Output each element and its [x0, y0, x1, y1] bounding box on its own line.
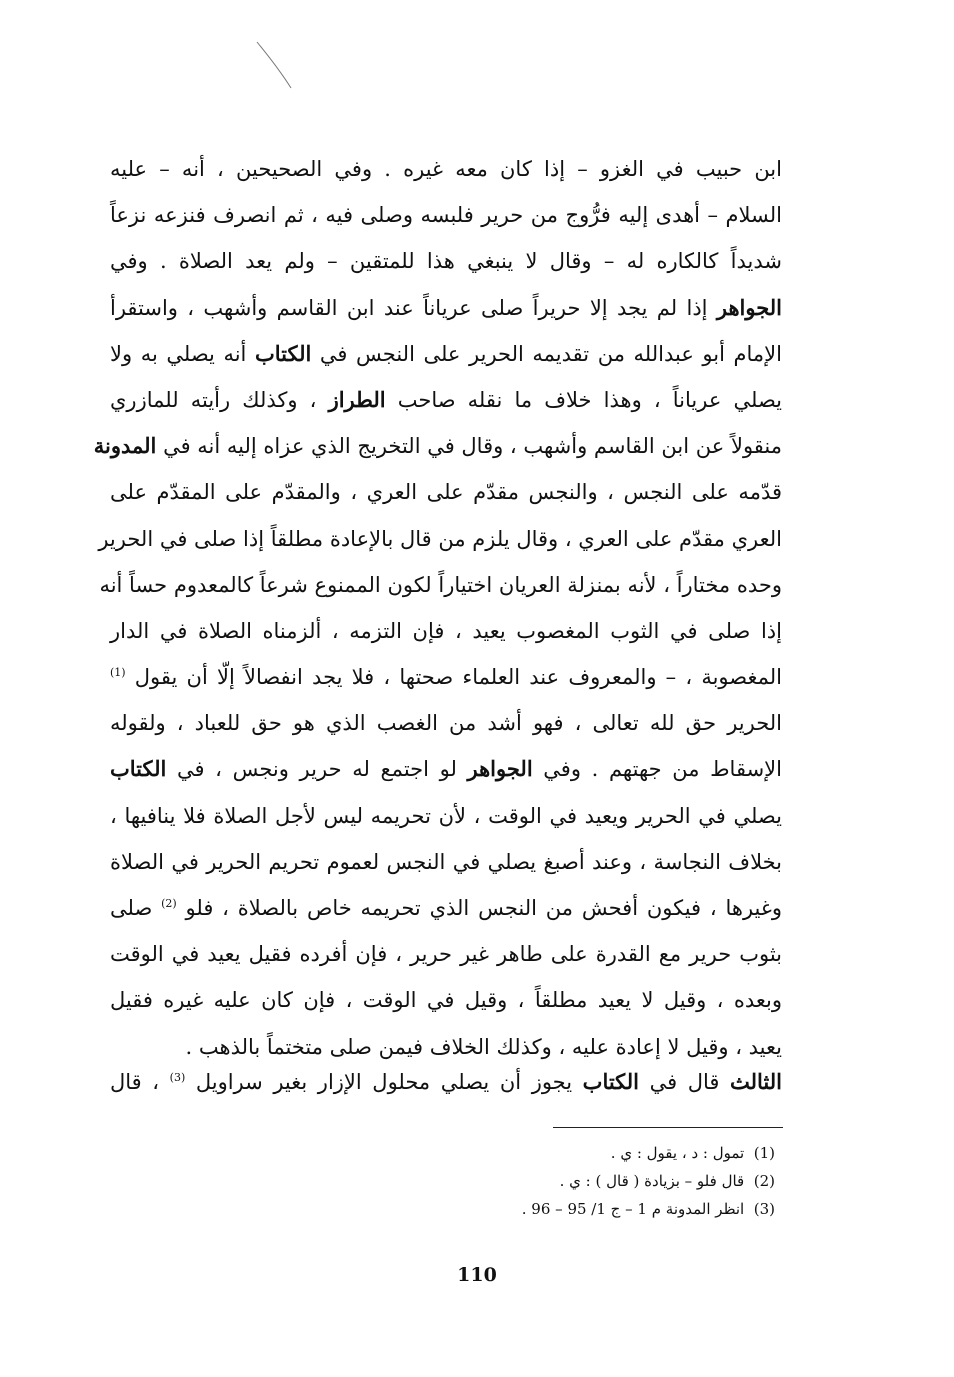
footnote-ref: (2) — [161, 897, 177, 910]
line-text: يصلي في الحرير ويعيد في الوقت ، لأن تحريمه ليس لأجل الصلاة فلا ينافيها ، — [110, 803, 782, 828]
footnote-item — [380, 1167, 775, 1195]
line-text-pre: منقولاً عن ابن القاسم وأشهب ، وقال في التخريج الذي عزاه إليه أنه في — [156, 434, 782, 459]
footnote-separator — [553, 1127, 783, 1128]
footnote-item — [380, 1195, 775, 1223]
text-line — [110, 146, 782, 192]
line-text: شديداً كالكاره له – وقال لا ينبغي هذا للمتقين – ولم يعد الصلاة . وفي — [110, 249, 782, 274]
line-text: بثوب حرير مع القدرة على طاهر غير حرير ، فإن أفرده فقيل يعيد في الوقت — [110, 942, 782, 967]
text-line — [110, 238, 782, 284]
line-text: ابن حبيب في الغزو – إذا كان معه غيره . وفي الصحيحين ، أنه – عليه — [110, 157, 782, 181]
line-text-post: صلى — [110, 896, 162, 920]
text-line — [110, 469, 782, 515]
bold-term: الكتاب — [110, 756, 167, 782]
line-text: الحرير حق لله تعالى ، فهو أشد من الغصب الذي هو حق للعباد ، ولقوله — [110, 711, 782, 736]
section-text-post: ، قال — [110, 1070, 170, 1094]
text-line — [110, 192, 782, 238]
line-text: وبعده ، وقيل لا يعيد مطلقاً ، وقيل في الوقت ، فإن كان عليه غيره فقيل — [110, 988, 782, 1013]
footnotes-list — [380, 1139, 775, 1223]
section-book-term: الكتاب — [582, 1069, 640, 1094]
footnote-number: (1) — [753, 1144, 775, 1162]
line-text: ، وكذلك رأيته للمازري — [110, 387, 329, 412]
line-text: وحده مختاراً ، لأنه بمنزلة العريان اختياراً لكون الممنوع شرعاً كالمعدوم حساً أنه — [99, 572, 782, 597]
line-text: المغصوبة ، – والمعروف عند العلماء صحتها ، فلا يجد انفصالاً إلّا أن يقول — [134, 665, 782, 690]
text-line — [110, 331, 782, 377]
footnote-text: انظر المدونة م 1 – ج 1/ 95 – 96 . — [521, 1200, 745, 1218]
text-line — [110, 885, 782, 931]
text-line — [110, 931, 782, 977]
line-text: وغيرها ، فيكون أفحش من النجس الذي تحريمه خاص بالصلاة ، فلو — [185, 896, 782, 920]
line-text: بخلاف النجاسة ، وعند أصبغ يصلي في النجس لعموم تحريم الحرير في الصلاة — [110, 849, 782, 874]
line-text: يعيد ، وقيل لا إعادة عليه ، وكذلك الخلاف فيمن صلى متختماً بالذهب . — [185, 1034, 782, 1059]
line-text-pre: الإسقاط من جهتهم . وفي — [532, 757, 782, 782]
footnote-number: (2) — [753, 1172, 775, 1190]
line-text: السلام – أهدى إليه فرُّوج من حرير فلبسه وصلى فيه ، ثم انصرف فنزعه نزعاً — [110, 203, 782, 228]
page-number: 110 — [457, 1264, 497, 1286]
bold-term: الطراز — [328, 386, 386, 412]
line-text: إذا لم يجد إلا حريراً صلى عرياناً عند ابن القاسم وأشهب ، واستقرأ — [110, 295, 717, 320]
section-text: يجوز أن يصلي محلول الإزار بغير سراويل — [195, 1070, 583, 1094]
line-text-pre: يصلي عرياناً ، وهذا خلاف ما نقله صاحب — [385, 387, 782, 412]
footnote-text: قال فلو – بزيادة ( قال ) : ي . — [559, 1172, 745, 1190]
text-line — [98, 516, 782, 562]
text-line — [110, 793, 782, 839]
text-line — [110, 377, 782, 423]
line-text: العري مقدّم على العري ، وقال يلزم من قال بالإعادة مطلقاً إذا صلى في الحرير — [98, 526, 782, 551]
line-text: أنه يصلي به ولا — [110, 341, 255, 366]
line-text: لو اجتمع له حرير ونجس ، في — [166, 757, 468, 782]
line-text-pre: الإمام أبو عبدالله من تقديمه الحرير على النجس في — [311, 341, 782, 366]
section-title: الثالث — [730, 1069, 783, 1094]
bold-term: الجواهر — [467, 756, 533, 782]
footnote-text: تمول : د ، يقول : ي . — [610, 1144, 745, 1162]
footnote-number: (3) — [753, 1200, 775, 1218]
text-line — [110, 608, 782, 654]
footnote-ref: (1) — [110, 666, 126, 680]
text-line — [110, 285, 782, 331]
bold-term: الكتاب — [254, 340, 312, 366]
bold-term: الجواهر — [716, 294, 782, 320]
section-heading-line — [110, 1062, 782, 1102]
line-text: إذا صلى في الثوب المغصوب يعيد ، فإن التزمه ، ألزمناه الصلاة في الدار — [110, 618, 782, 643]
line-text: قدّمه على النجس ، والنجس مقدّم على العري ، والمقدّم على المقدّم على — [110, 480, 782, 505]
text-line — [110, 746, 782, 792]
text-line — [110, 839, 782, 885]
text-line — [110, 977, 782, 1023]
section-text-pre: قال في — [639, 1070, 731, 1094]
main-body-text — [93, 146, 782, 1070]
scan-artifact-stroke — [255, 40, 295, 92]
bold-term: المدونة — [93, 433, 157, 459]
text-line — [110, 700, 782, 746]
footnote-item — [380, 1139, 775, 1167]
text-line — [93, 423, 782, 469]
text-line — [110, 654, 782, 700]
footnote-ref-3: (3) — [169, 1071, 186, 1084]
text-line — [99, 562, 782, 608]
